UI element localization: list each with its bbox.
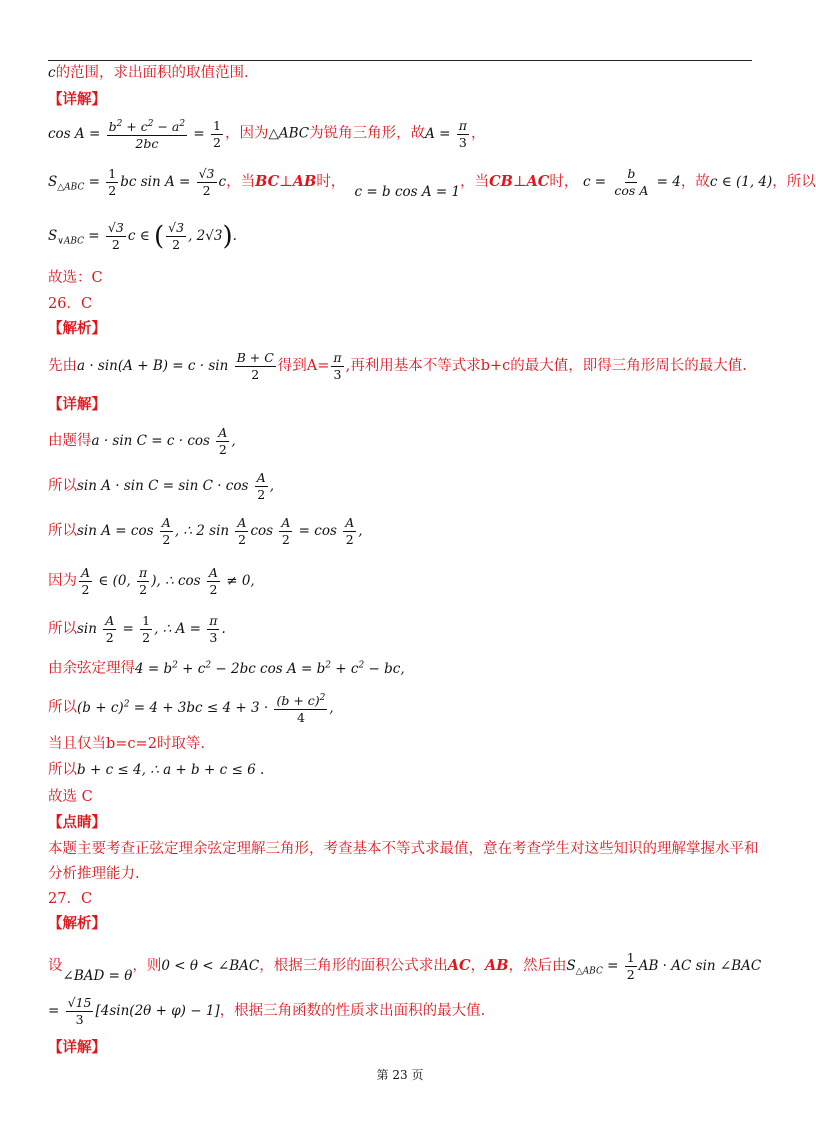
q27-l1: 设∠BAD = θ，则0 < θ < ∠BAC，根据三角形的面积公式求出AC，AB，然后由$S_{\triangle ABC}$ = $\frac{1}{2}$ AB · AC sin ∠BAC <box>48 950 762 984</box>
comment-tag: 【点睛】 <box>48 814 106 831</box>
intro-line: c的范围，求出面积的取值范围. <box>48 65 249 81</box>
area-line: $S_{\triangle ABC}$ = $\frac{1}{2}$ bc sin A = $\frac{√3}{2}$ c，当BC⊥AB时， c = b cos A = 1，当CB⊥AC时， c = $\frac{b}{\text{cos A}}$ = 4，故c ∈ (1, 4)，所以 <box>48 166 816 200</box>
detail-tag-26: 【详解】 <box>48 396 106 413</box>
q26-d5: 所以sin $\frac{A}{2}$ = $\frac{1}{2}$ , ∴ A = $\frac{\pi}{3}$ . <box>48 613 226 645</box>
q26-d4: 因为 $\frac{A}{2}$ ∈ (0, $\frac{\pi}{2}$ ), ∴ cos $\frac{A}{2}$ ≠ 0, <box>48 565 255 597</box>
analysis-tag-26: 【解析】 <box>48 320 106 337</box>
choose-26: 故选 C <box>48 789 93 805</box>
cos-line: cos A = $\frac{b^2 + c^2 - a^2}{2bc}$ = $\frac{1}{2}$ ，因为△ABC为锐角三角形，故A = $\frac{\pi}{3}$ ， <box>48 117 486 152</box>
choose-25: 故选：C <box>48 270 103 286</box>
detail-tag: 【详解】 <box>48 91 106 108</box>
page-number: 第 23 页 <box>376 1068 424 1082</box>
q27-l2: = $\frac{√15}{3}$ [4sin(2θ + φ) − 1]，根据三角函数的性质求出面积的最大值. <box>48 995 486 1027</box>
comment-line-1: 本题主要考查正弦定理余弦定理解三角形，考查基本不等式求最值，意在考查学生对这些知识的理解掌握水平和 <box>48 841 759 857</box>
q26-d7: 所以$(b + c)^2 = 4 + 3bc \le 4 + 3$ · $\frac{(b + c)^2}{4}$ , <box>48 690 334 726</box>
q26-d8: 当且仅当b=c=2时取等. <box>48 736 206 752</box>
q27-number: 27．C <box>48 891 93 907</box>
comment-line-2: 分析推理能力. <box>48 866 140 882</box>
intro-text: 的范围，求出面积的取值范围. <box>55 65 249 81</box>
q26-d3: 所以sin A = cos $\frac{A}{2}$ , ∴ 2 sin $\frac{A}{2}$ cos $\frac{A}{2}$ = cos $\frac{A}{2}$ , <box>48 515 363 547</box>
q26-number: 26．C <box>48 296 93 312</box>
q26-d1: 由题得a · sin C = c · cos $\frac{A}{2}$ , <box>48 425 236 457</box>
q26-d2: 所以sin A · sin C = sin C · cos $\frac{A}{2}$ , <box>48 470 275 502</box>
q26-intro: 先由a · sin(A + B) = c · sin $\frac{B + C}{2}$ 得到A= $\frac{\pi}{3}$ ,再利用基本不等式求b+c的最大值，即得三角形周长的最大值. <box>48 350 747 382</box>
analysis-tag-27: 【解析】 <box>48 915 106 932</box>
q26-d6: 由余弦定理得$4 = b^2 + c^2 - 2bc$ $\cos A = b^2 + c^2$ − bc, <box>48 660 405 677</box>
q26-d9: 所以b + c ≤ 4, ∴ a + b + c ≤ 6 . <box>48 762 265 778</box>
range-line: $S_{\vee ABC}$ = $\frac{√3}{2}$ c ∈ ( $\frac{√3}{2}$ , 2√3). <box>48 220 237 252</box>
detail-tag-27: 【详解】 <box>48 1039 106 1056</box>
header-rule <box>48 60 752 61</box>
formula: cos A = $\frac{b^2 + c^2 - a^2}{2bc}$ = $\frac{1}{2}$ <box>48 117 221 152</box>
